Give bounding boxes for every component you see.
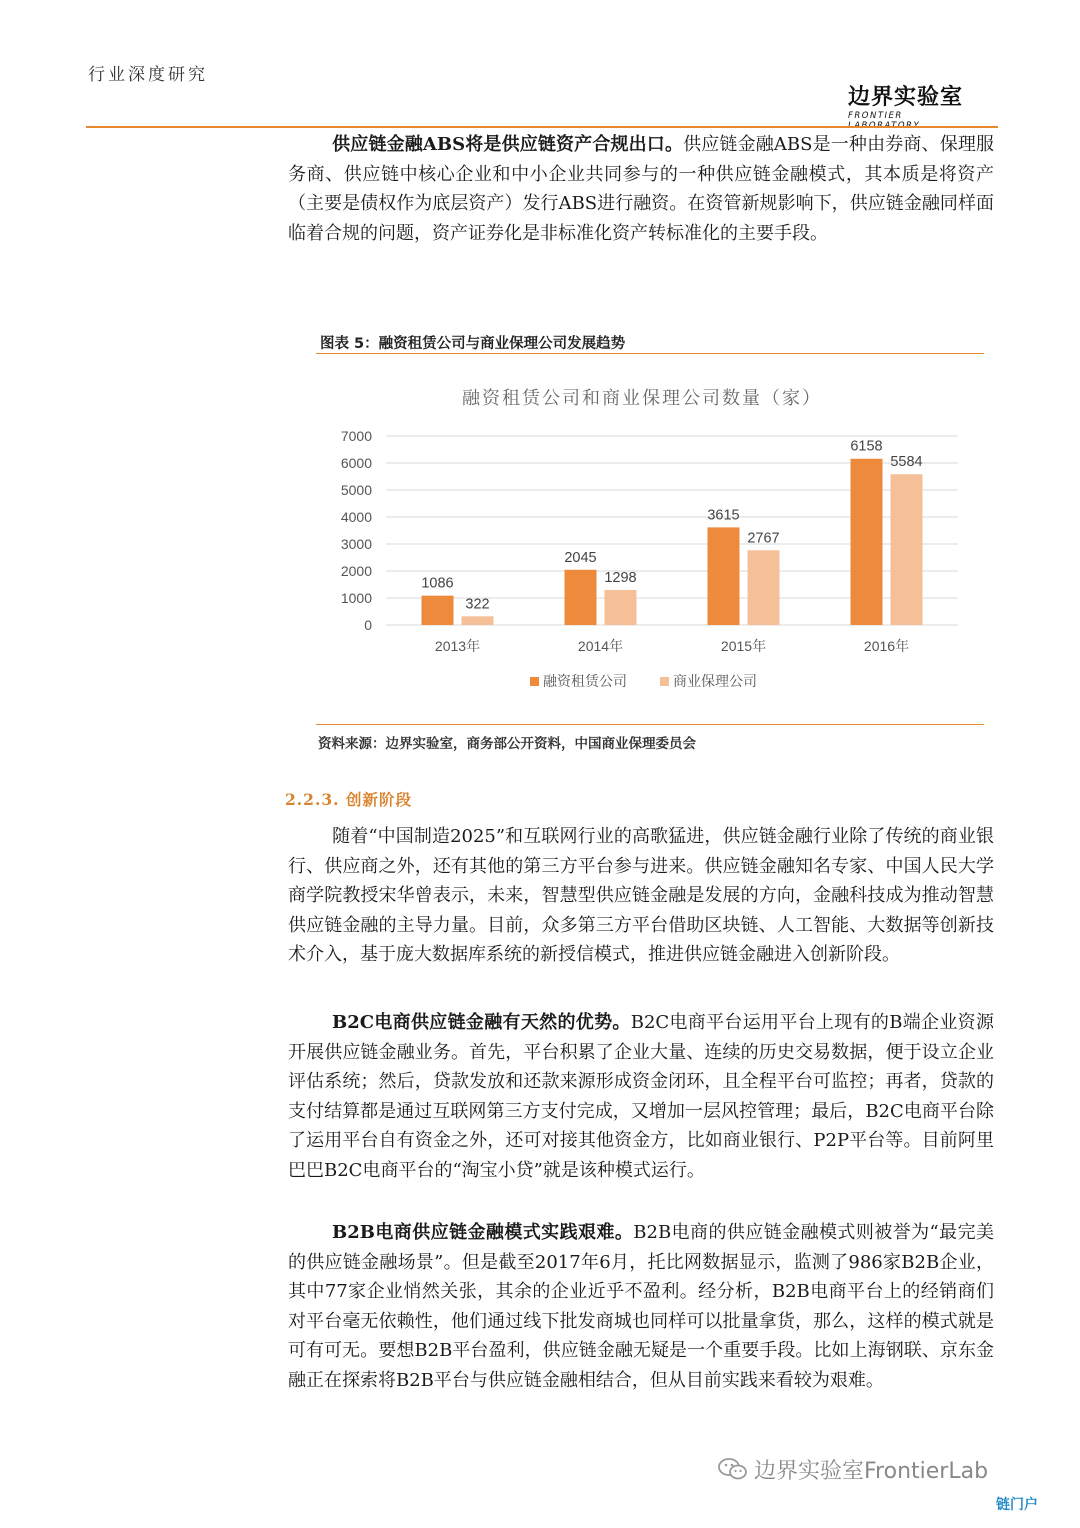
y-tick-label: 3000 — [340, 536, 372, 552]
x-tick-label: 2015年 — [720, 638, 767, 654]
chart-title: 融资租赁公司和商业保理公司数量（家） — [462, 388, 822, 409]
data-label: 1086 — [421, 575, 454, 592]
data-label: 322 — [465, 596, 490, 613]
bar — [891, 474, 923, 625]
x-tick-label: 2013年 — [434, 638, 481, 654]
intro-bold: 供应链金融ABS将是供应链资产合规出口。 — [332, 134, 684, 155]
intro-paragraph — [288, 130, 994, 248]
p3-bold: B2B电商供应链金融模式实践艰难。 — [332, 1222, 634, 1243]
data-label: 1298 — [604, 569, 637, 586]
bar — [851, 459, 883, 625]
watermark-text: 边界实验室FrontierLab — [754, 1459, 989, 1484]
y-tick-label: 2000 — [340, 563, 372, 579]
wechat-icon — [718, 1457, 748, 1487]
y-tick-label: 4000 — [340, 509, 372, 525]
legend-swatch — [660, 677, 669, 686]
body-paragraph-1 — [288, 822, 994, 970]
y-tick-label: 0 — [364, 617, 372, 633]
figure-top-rule — [316, 353, 984, 354]
x-tick-label: 2016年 — [863, 638, 910, 654]
bar — [422, 596, 454, 625]
y-tick-label: 1000 — [340, 590, 372, 606]
data-label: 2767 — [747, 530, 780, 547]
header-label: 行业深度研究 — [88, 65, 208, 85]
p3-text: B2B电商的供应链金融模式则被誉为“最完美的供应链金融场景”。但是截至2017年6月，托比网数据显示，监测了986家B2B企业，其中77家企业悄然关张，其余的企业近乎不盈利。经分析，B2B电商平台上的经销商们对平台毫无依赖性，他们通过线下批发商城也同样可以批量拿货，那么，这样的模式就是可有可无。要想B2B平台盈利，供应链金融无疑是一个重要手段。比如上海钢联、京东金融正在探索将B2B平台与供应链金融相结合，但从目前实践来看较为艰难。 — [288, 1222, 995, 1391]
logo-main-text: 边界实验室 — [848, 85, 964, 110]
footer-watermark — [718, 1454, 988, 1487]
intro-text: 供应链金融ABS是一种由券商、保理服务商、供应链中核心企业和中小企业共同参与的一种供应链金融模式，其本质是将资产（主要是债权作为底层资产）发行ABS进行融资。在资管新规影响下，供应链金融同样面临着合规的问题，资产证券化是非标准化资产转标准化的主要手段。 — [288, 134, 994, 244]
bar — [708, 527, 740, 625]
body-paragraph-3 — [288, 1218, 994, 1395]
logo-sub-text: FRONTIER — [848, 111, 903, 121]
body-paragraph-2 — [288, 1008, 994, 1185]
legend-label: 融资租赁公司 — [543, 673, 627, 689]
figure-caption: 图表 5：融资租赁公司与商业保理公司发展趋势 — [320, 336, 626, 352]
x-tick-label: 2014年 — [577, 638, 624, 654]
data-label: 5584 — [890, 454, 923, 471]
legend-label: 商业保理公司 — [673, 673, 757, 689]
p2-text: B2C电商平台运用平台上现有的B端企业资源开展供应链金融业务。首先，平台积累了企业大量、连续的历史交易数据，便于设立企业评估系统；然后，贷款发放和还款来源形成资金闭环，且全程平台可监控；再者，贷款的支付结算都是通过互联网第三方支付完成，又增加一层风控管理；最后，B2C电商平台除了运用平台自有资金之外，还可对接其他资金方，比如商业银行、P2P平台等。目前阿里巴巴B2C电商平台的“淘宝小贷”就是该种模式运行。 — [288, 1012, 994, 1181]
bar-chart — [316, 368, 984, 718]
p1-text: 随着“中国制造2025”和互联网行业的高歌猛进，供应链金融行业除了传统的商业银行、供应商之外，还有其他的第三方平台参与进来。供应链金融知名专家、中国人民大学商学院教授宋华曾表示，未来，智慧型供应链金融是发展的方向，金融科技成为推动智慧供应链金融的主导力量。目前，众多第三方平台借助区块链、人工智能、大数据等创新技术介入，基于庞大数据库系统的新授信模式，推进供应链金融进入创新阶段。 — [288, 826, 994, 965]
section-heading: 2.2.3. 创新阶段 — [285, 790, 412, 809]
p2-bold: B2C电商供应链金融有天然的优势。 — [332, 1012, 631, 1033]
data-label: 2045 — [564, 549, 597, 566]
data-label: 3615 — [707, 507, 740, 524]
y-tick-label: 5000 — [340, 482, 372, 498]
corner-logo: 链门户 — [996, 1497, 1038, 1513]
chart-svg — [316, 368, 984, 718]
bar — [748, 550, 780, 625]
frontier-lab-logo — [848, 86, 972, 124]
legend-swatch — [530, 677, 539, 686]
data-label: 6158 — [850, 438, 883, 455]
figure-source: 资料来源：边界实验室，商务部公开资料，中国商业保理委员会 — [318, 736, 696, 752]
y-tick-label: 7000 — [340, 428, 372, 444]
figure-bottom-rule — [316, 724, 984, 725]
header-divider — [86, 126, 998, 128]
bar — [605, 590, 637, 625]
bar — [462, 616, 494, 625]
bar — [565, 570, 597, 625]
y-tick-label: 6000 — [340, 455, 372, 471]
